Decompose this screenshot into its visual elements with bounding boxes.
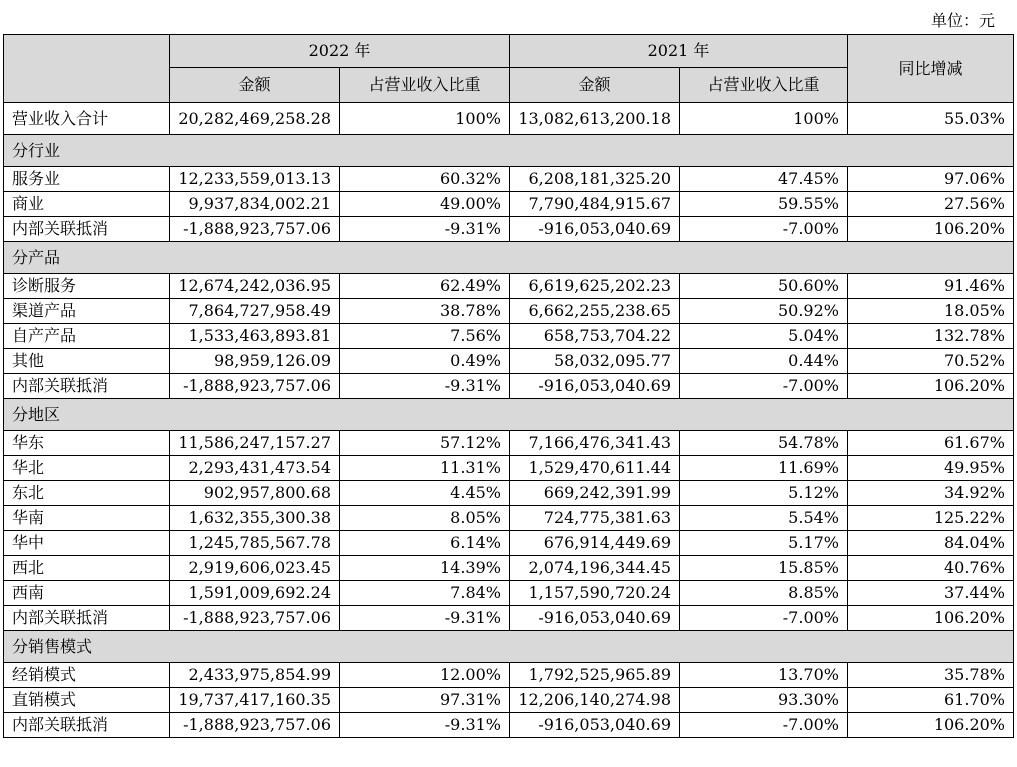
section-header-row	[4, 399, 1014, 431]
table-row	[4, 456, 1014, 481]
row-label: 营业收入合计	[4, 103, 170, 135]
share-2021-cell: 47.45%	[680, 167, 848, 192]
table-row	[4, 349, 1014, 374]
row-label: 华南	[4, 506, 170, 531]
share-2022-cell: 4.45%	[340, 481, 510, 506]
share-2022-cell: 38.78%	[340, 299, 510, 324]
table-row	[4, 167, 1014, 192]
table-row	[4, 481, 1014, 506]
table-row	[4, 581, 1014, 606]
amount-2021-cell: 7,790,484,915.67	[510, 192, 680, 217]
amount-2022-cell: 1,533,463,893.81	[170, 324, 340, 349]
yoy-cell: 97.06%	[848, 167, 1014, 192]
row-label: 自产产品	[4, 324, 170, 349]
share-2021-cell: 11.69%	[680, 456, 848, 481]
share-2021-cell: 5.54%	[680, 506, 848, 531]
amount-2022-cell: 1,245,785,567.78	[170, 531, 340, 556]
total-row	[4, 103, 1014, 135]
amount-2021-cell: -916,053,040.69	[510, 217, 680, 242]
amount-2022-cell: 98,959,126.09	[170, 349, 340, 374]
table-row	[4, 531, 1014, 556]
row-label: 内部关联抵消	[4, 217, 170, 242]
yoy-cell: 37.44%	[848, 581, 1014, 606]
amount-2021-cell: 1,792,525,965.89	[510, 663, 680, 688]
amount-2021-cell: 724,775,381.63	[510, 506, 680, 531]
section-title: 分产品	[4, 242, 1014, 274]
table-row	[4, 713, 1014, 738]
share-2022-cell: 8.05%	[340, 506, 510, 531]
amount-2021-cell: -916,053,040.69	[510, 374, 680, 399]
yoy-cell: 91.46%	[848, 274, 1014, 299]
row-label: 西北	[4, 556, 170, 581]
share-2021-cell: 50.60%	[680, 274, 848, 299]
row-label: 华北	[4, 456, 170, 481]
table-row	[4, 217, 1014, 242]
share-2022-cell: 7.84%	[340, 581, 510, 606]
row-label: 服务业	[4, 167, 170, 192]
share-2021-cell: -7.00%	[680, 374, 848, 399]
row-label: 商业	[4, 192, 170, 217]
amount-2022-cell: 12,674,242,036.95	[170, 274, 340, 299]
amount-2021-cell: -916,053,040.69	[510, 713, 680, 738]
yoy-cell: 106.20%	[848, 217, 1014, 242]
header-blank-cell	[4, 35, 170, 103]
share-2021-cell: -7.00%	[680, 606, 848, 631]
share-2022-cell: 12.00%	[340, 663, 510, 688]
table-row	[4, 556, 1014, 581]
share-2022-cell: -9.31%	[340, 713, 510, 738]
amount-2021-cell: 6,662,255,238.65	[510, 299, 680, 324]
yoy-cell: 18.05%	[848, 299, 1014, 324]
amount-2022-cell: -1,888,923,757.06	[170, 374, 340, 399]
share-2021-cell: 5.12%	[680, 481, 848, 506]
share-2022-cell: 57.12%	[340, 431, 510, 456]
amount-2021-cell: 2,074,196,344.45	[510, 556, 680, 581]
amount-2021-cell: 13,082,613,200.18	[510, 103, 680, 135]
table-row	[4, 324, 1014, 349]
amount-2021-cell: 7,166,476,341.43	[510, 431, 680, 456]
amount-2021-cell: 1,157,590,720.24	[510, 581, 680, 606]
row-label: 内部关联抵消	[4, 374, 170, 399]
amount-2021-cell: 12,206,140,274.98	[510, 688, 680, 713]
amount-2022-cell: 2,293,431,473.54	[170, 456, 340, 481]
header-yoy: 同比增减	[848, 35, 1014, 103]
amount-2021-cell: 676,914,449.69	[510, 531, 680, 556]
amount-2021-cell: 669,242,391.99	[510, 481, 680, 506]
amount-2022-cell: 19,737,417,160.35	[170, 688, 340, 713]
amount-2022-cell: 1,632,355,300.38	[170, 506, 340, 531]
share-2021-cell: -7.00%	[680, 713, 848, 738]
amount-2022-cell: 1,591,009,692.24	[170, 581, 340, 606]
yoy-cell: 106.20%	[848, 606, 1014, 631]
yoy-cell: 70.52%	[848, 349, 1014, 374]
amount-2022-cell: -1,888,923,757.06	[170, 606, 340, 631]
amount-2021-cell: 1,529,470,611.44	[510, 456, 680, 481]
header-amount-2022: 金额	[170, 68, 340, 103]
amount-2021-cell: 58,032,095.77	[510, 349, 680, 374]
row-label: 内部关联抵消	[4, 713, 170, 738]
section-title: 分行业	[4, 135, 1014, 167]
header-share-2022: 占营业收入比重	[340, 68, 510, 103]
section-header-row	[4, 631, 1014, 663]
share-2022-cell: 11.31%	[340, 456, 510, 481]
amount-2022-cell: -1,888,923,757.06	[170, 217, 340, 242]
header-row-years	[4, 35, 1014, 68]
share-2022-cell: 97.31%	[340, 688, 510, 713]
header-year-2021: 2021 年	[510, 35, 848, 68]
unit-label: 单位：元	[930, 11, 995, 30]
row-label: 其他	[4, 349, 170, 374]
amount-2022-cell: 9,937,834,002.21	[170, 192, 340, 217]
row-label: 渠道产品	[4, 299, 170, 324]
yoy-cell: 132.78%	[848, 324, 1014, 349]
row-label: 东北	[4, 481, 170, 506]
yoy-cell: 55.03%	[848, 103, 1014, 135]
share-2021-cell: 15.85%	[680, 556, 848, 581]
section-header-row	[4, 135, 1014, 167]
row-label: 华中	[4, 531, 170, 556]
table-row	[4, 688, 1014, 713]
share-2021-cell: 54.78%	[680, 431, 848, 456]
table-row	[4, 374, 1014, 399]
row-label: 西南	[4, 581, 170, 606]
table-row	[4, 663, 1014, 688]
share-2021-cell: 13.70%	[680, 663, 848, 688]
table-row	[4, 606, 1014, 631]
header-year-2022: 2022 年	[170, 35, 510, 68]
share-2021-cell: 50.92%	[680, 299, 848, 324]
amount-2022-cell: 11,586,247,157.27	[170, 431, 340, 456]
yoy-cell: 49.95%	[848, 456, 1014, 481]
amount-2022-cell: 12,233,559,013.13	[170, 167, 340, 192]
yoy-cell: 34.92%	[848, 481, 1014, 506]
share-2022-cell: 6.14%	[340, 531, 510, 556]
yoy-cell: 84.04%	[848, 531, 1014, 556]
yoy-cell: 106.20%	[848, 713, 1014, 738]
share-2021-cell: 93.30%	[680, 688, 848, 713]
yoy-cell: 40.76%	[848, 556, 1014, 581]
yoy-cell: 61.70%	[848, 688, 1014, 713]
yoy-cell: 125.22%	[848, 506, 1014, 531]
share-2022-cell: 60.32%	[340, 167, 510, 192]
amount-2022-cell: 20,282,469,258.28	[170, 103, 340, 135]
share-2022-cell: 49.00%	[340, 192, 510, 217]
header-amount-2021: 金额	[510, 68, 680, 103]
share-2021-cell: 5.04%	[680, 324, 848, 349]
yoy-cell: 35.78%	[848, 663, 1014, 688]
amount-2021-cell: 658,753,704.22	[510, 324, 680, 349]
section-header-row	[4, 242, 1014, 274]
share-2022-cell: 0.49%	[340, 349, 510, 374]
amount-2022-cell: 7,864,727,958.49	[170, 299, 340, 324]
share-2021-cell: 5.17%	[680, 531, 848, 556]
table-row	[4, 506, 1014, 531]
share-2022-cell: 7.56%	[340, 324, 510, 349]
section-title: 分地区	[4, 399, 1014, 431]
row-label: 华东	[4, 431, 170, 456]
yoy-cell: 27.56%	[848, 192, 1014, 217]
amount-2021-cell: 6,208,181,325.20	[510, 167, 680, 192]
revenue-table	[3, 34, 1014, 738]
table-row	[4, 431, 1014, 456]
amount-2022-cell: 2,433,975,854.99	[170, 663, 340, 688]
row-label: 直销模式	[4, 688, 170, 713]
share-2021-cell: 8.85%	[680, 581, 848, 606]
amount-2022-cell: -1,888,923,757.06	[170, 713, 340, 738]
yoy-cell: 106.20%	[848, 374, 1014, 399]
amount-2022-cell: 902,957,800.68	[170, 481, 340, 506]
share-2022-cell: 100%	[340, 103, 510, 135]
share-2021-cell: 0.44%	[680, 349, 848, 374]
row-label: 诊断服务	[4, 274, 170, 299]
section-title: 分销售模式	[4, 631, 1014, 663]
header-share-2021: 占营业收入比重	[680, 68, 848, 103]
share-2021-cell: 59.55%	[680, 192, 848, 217]
row-label: 内部关联抵消	[4, 606, 170, 631]
row-label: 经销模式	[4, 663, 170, 688]
share-2021-cell: -7.00%	[680, 217, 848, 242]
share-2022-cell: 62.49%	[340, 274, 510, 299]
share-2022-cell: -9.31%	[340, 606, 510, 631]
share-2022-cell: -9.31%	[340, 374, 510, 399]
amount-2022-cell: 2,919,606,023.45	[170, 556, 340, 581]
table-row	[4, 274, 1014, 299]
amount-2021-cell: -916,053,040.69	[510, 606, 680, 631]
table-row	[4, 299, 1014, 324]
yoy-cell: 61.67%	[848, 431, 1014, 456]
share-2022-cell: -9.31%	[340, 217, 510, 242]
share-2022-cell: 14.39%	[340, 556, 510, 581]
amount-2021-cell: 6,619,625,202.23	[510, 274, 680, 299]
table-row	[4, 192, 1014, 217]
share-2021-cell: 100%	[680, 103, 848, 135]
